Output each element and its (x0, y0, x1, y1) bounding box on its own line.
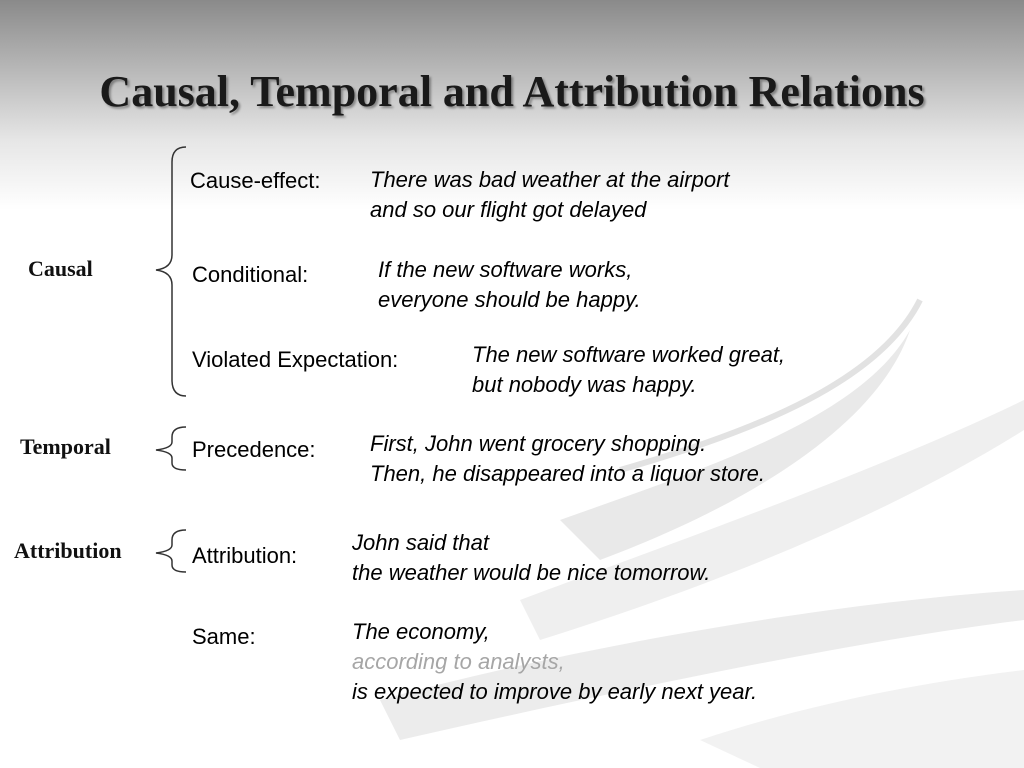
relation-example-precedence (370, 429, 765, 489)
relation-example-cause-effect (370, 165, 730, 225)
causal-group-label: Causal (28, 256, 93, 281)
example-line: but nobody was happy. (472, 372, 697, 397)
relation-term-attribution: Attribution: (192, 543, 298, 568)
relation-term-precedence: Precedence: (192, 437, 316, 462)
attribution-group-label: Attribution (14, 538, 122, 563)
example-line: and so our flight got delayed (370, 197, 647, 222)
relation-example-attribution (352, 528, 710, 588)
example-line: The economy, (352, 619, 490, 644)
example-line: If the new software works, (378, 257, 633, 282)
slide-title: Causal, Temporal and Attribution Relations (99, 67, 925, 116)
relation-term-violated-expectation: Violated Expectation: (192, 347, 399, 372)
relation-term-same: Same: (192, 624, 256, 649)
relation-term-cause-effect: Cause-effect: (190, 168, 321, 193)
example-line: John said that (352, 530, 489, 555)
relation-example-conditional (378, 255, 641, 315)
relation-example-same (352, 617, 757, 707)
example-line: The new software worked great, (472, 342, 786, 367)
example-line: is expected to improve by early next year. (352, 679, 758, 704)
temporal-group-label: Temporal (20, 434, 111, 459)
example-line: the weather would be nice tomorrow. (352, 560, 711, 585)
relation-example-violated-expectation (472, 340, 785, 400)
example-line: everyone should be happy. (378, 287, 641, 312)
example-line: There was bad weather at the airport (370, 167, 730, 192)
example-line: First, John went grocery shopping. (370, 431, 707, 456)
example-line-muted: according to analysts, (352, 649, 565, 674)
relation-term-conditional: Conditional: (192, 262, 309, 287)
example-line: Then, he disappeared into a liquor store. (370, 461, 766, 486)
